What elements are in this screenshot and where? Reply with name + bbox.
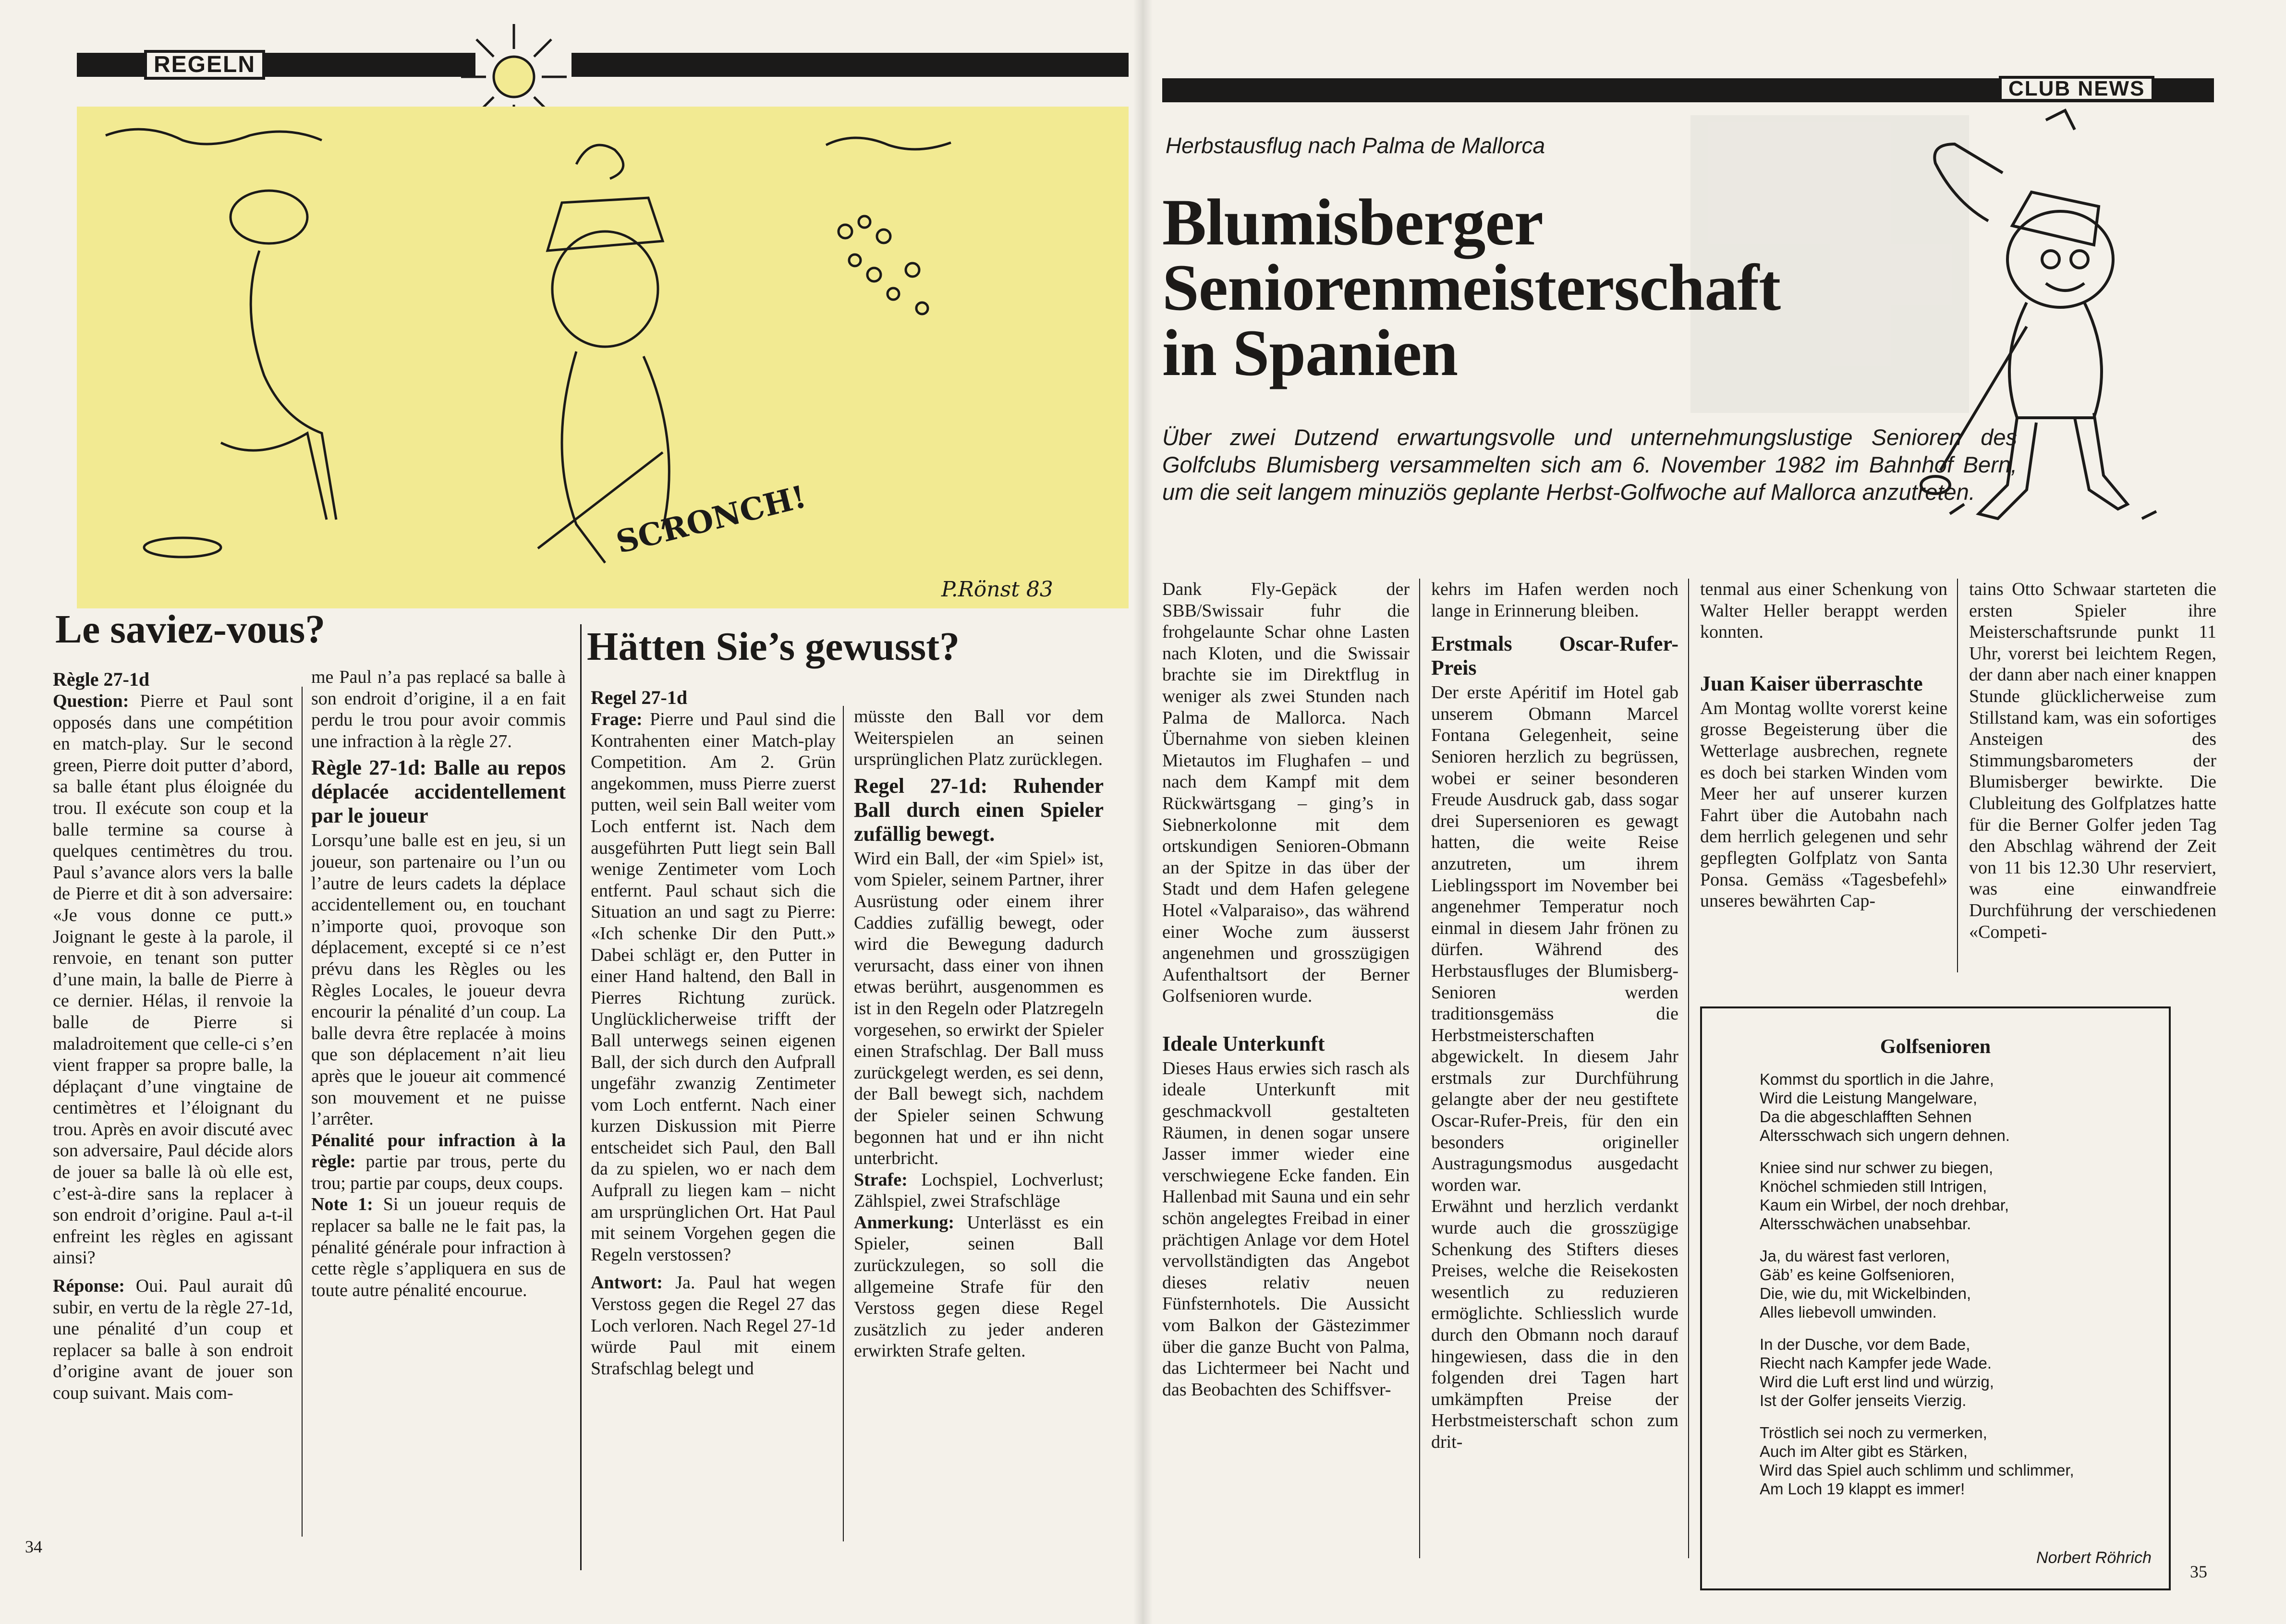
de-column-1: [591, 687, 836, 1379]
poem-stanza: [1760, 1070, 2169, 1145]
column-rule: [1957, 579, 1958, 972]
article-column-2: [1431, 579, 1678, 1453]
poem-line: Die, wie du, mit Wickelbinden,: [1760, 1285, 1971, 1302]
de-note-label: Anmerkung:: [854, 1212, 955, 1233]
de-note-text: Unterlässt es ein Spieler, seinen Ball zurückzulegen, so soll die allgemeine Strafe für den Verstoss gegen diese Regel zusätzlich zu jeder anderen erwirkten Strafe gelten.: [854, 1212, 1104, 1361]
article-column-4: [1969, 579, 2216, 943]
de-rule2-text: Wird ein Ball, der «im Spiel» ist, vom Spieler, seinem Partner, ihrer Ausrüstung oder einem ihrer Caddies zufällig bewegt, oder wird die Bewegung dadurch verursacht, dass einer von ihnen etwas berührt, ausgenommen es ist in den Regeln oder Platzregeln vorgesehen, so erwirkt der Spieler einen Strafschlag. Der Ball muss zurückgelegt werden, es sei denn, der Ball bewegt sich, nachdem der Spieler seinen Schwung begonnen hat und er ihn nicht unterbricht.: [854, 848, 1104, 1169]
heading-juan-kaiser-ueberraschte: Juan Kaiser überraschte: [1700, 671, 1923, 695]
de-cont-text: müsste den Ball vor dem Weiterspielen an seinen ursprünglichen Platz zurücklegen.: [854, 706, 1104, 770]
heading-erstmals-oscar-rufer-preis: Erstmals Oscar-Rufer-Preis: [1431, 632, 1678, 680]
fr-answer-label: Réponse:: [53, 1276, 125, 1297]
poem-line: Wird die Luft erst lind und würzig,: [1760, 1373, 1994, 1391]
poem-author: Norbert Röhrich: [2036, 1549, 2152, 1567]
column-rule: [843, 706, 844, 1541]
de-penalty-text: Lochspiel, Lochverlust; Zählspiel, zwei Strafschläge: [854, 1169, 1104, 1212]
headline-german: Hätten Sie’s gewusst?: [587, 624, 960, 669]
de-question-label: Frage:: [591, 709, 643, 729]
article-lead: Über zwei Dutzend erwartungsvolle und unternehmungslustige Senioren des Golfclubs Blumisberg versammelten sich am 6. November 1982 im Bahnhof Bern, um die seit langem minuziös geplante Herbst-Golfwoche auf Mallorca anzutreten.: [1162, 424, 2017, 505]
col3-paragraph-1: Am Montag wollte vorerst keine grosse Begeisterung über die Wetterlage ausbrechen, regnete es doch bei starken Winden vom Meer her auf unserer kurzen Fahrt über die Autobahn nach dem herrlich gelegenen und sehr gepflegten Golfplatz von Santa Ponsa. Gemäss «Tagesbefehl» unseres bewährten Cap-: [1700, 698, 1947, 911]
poem-line: Alles liebevoll umwinden.: [1760, 1303, 1937, 1321]
fr-note-text: Si un joueur requis de replacer sa balle ne le fait pas, la pénalité générale pour infraction à cette règle s’appliquera en sus de toute autre pénalité encourue.: [311, 1194, 566, 1300]
article-title-line-3: in Spanien: [1162, 316, 1458, 389]
poem-line: Ist der Golfer jenseits Vierzig.: [1760, 1392, 1967, 1409]
de-rule2-title: Regel 27-1d: Ruhender Ball durch einen Spieler zufällig bewegt.: [854, 774, 1104, 846]
cartoon-caption: SCRONCH!: [612, 478, 810, 561]
fr-rule-title: Règle 27-1d: [53, 668, 150, 690]
heading-ideale-unterkunft: Ideale Unterkunft: [1162, 1031, 1325, 1055]
fr-question-text: Pierre et Paul sont opposés dans une compétition en match-play. Sur le second green, Pierre doit putter d’abord, sa balle étant plus éloignée du trou. Il exécute son coup et la balle termine sa course à quelques centimètres du trou. Paul s’avance alors vers la balle de Pierre et dit à son adversaire: «Je vous donne ce putt.» Joignant le geste à la parole, il renvoie, en tenant son putter d’une main, la balle de Pierre à ce dernier. Hélas, il renvoie la balle de Pierre si maladroitement que celle-ci s’en vient frapper sa propre balle, la déplaçant d’une vingtaine de centimètres et l’éloignant du trou. Après en avoir discuté avec son adversaire, Paul décide alors de jouer sa balle là où elle est, c’est-à-dire sans la replacer à son endroit d’origine. Paul a-t-il enfreint les règles en agissant ainsi?: [53, 691, 293, 1268]
article-title: [1162, 185, 1781, 389]
column-rule: [1419, 579, 1420, 1558]
left-header-bar: [77, 53, 475, 77]
fr-question-label: Question:: [53, 691, 129, 711]
col2-paragraph-0: kehrs im Hafen werden noch lange in Erinnerung bleiben.: [1431, 579, 1678, 621]
section-tag-regeln: REGELN: [144, 50, 265, 80]
poem-line: In der Dusche, vor dem Bade,: [1760, 1335, 1970, 1353]
fr-note-label: Note 1:: [311, 1194, 373, 1215]
poem-line: Knöchel schmieden still Intrigen,: [1760, 1177, 1987, 1195]
de-rule-title: Regel 27-1d: [591, 687, 688, 708]
de-column-2: [854, 706, 1104, 1362]
col4-paragraph-0: tains Otto Schwaar starteten die ersten Spieler ihre Meisterschaftsrunde punkt 11 Uhr, vorerst bei leichtem Regen, der dann aber nach einer knappen Stunde glücklicherweise zum Stillstand kam, was ein sofortiges Ansteigen des Stimmungsbarometers der Blumisberger bewirkte. Die Clubleitung des Golfplatzes hatte für die Berner Golfer jeden Tag den Abschlag während der Zeit von 11 bis 12.30 Uhr reserviert, was eine einwandfreie Durchführung der verschiedenen «Competi-: [1969, 579, 2216, 942]
fr-rule2-text: Lorsqu’une balle est en jeu, si un joueur, son partenaire ou l’un ou l’autre de leurs cadets la déplace accidentellement ou, en touchant n’importe quoi, provoque son déplacement, excepté si ce n’est prévu dans les Règles ou les Règles Locales, le joueur devra encourir la pénalité d’un coup. La balle devra être replacée à moins que son déplacement n’ait lieu après que le joueur ait commencé son mouvement et ne puisse l’arrêter.: [311, 830, 566, 1129]
poem-line: Wird das Spiel auch schlimm und schlimmer,: [1760, 1461, 2074, 1479]
poem-line: Auch im Alter gibt es Stärken,: [1760, 1442, 1968, 1460]
page-number-left: 34: [25, 1537, 42, 1556]
column-rule: [302, 687, 303, 1537]
fr-column-1: [53, 668, 293, 1404]
headline-french: Le saviez-vous?: [55, 607, 326, 652]
fr-column-2: [311, 667, 566, 1301]
article-title-line-1: Blumisberger: [1162, 185, 1543, 259]
fr-penalty-text: partie par trous, perte du trou; partie par coups, deux coups.: [311, 1151, 566, 1193]
book-spine: [1133, 0, 1153, 1624]
col2-paragraph-2: Erwähnt und herzlich verdankt wurde auch die grosszügige Schenkung des Stifters dieses Preises, welche die Reisekosten wesentlich zu reduzieren ermöglichte. Schliesslich wurde durch den Obmann noch darauf hingewiesen, dass die in den folgenden drei Tagen hart umkämpften Preise der Herbstmeisterschaft schon zum drit-: [1431, 1196, 1678, 1452]
article-column-1: [1162, 579, 1410, 1400]
fr-penalty-label: Pénalité pour infraction à la règle:: [311, 1130, 566, 1172]
fr-answer-text: Oui. Paul aurait dû subir, en vertu de la règle 27-1d, une pénalité d’un coup et replacer sa balle à son endroit d’origine avant de jouer son coup suivant. Mais com-: [53, 1276, 293, 1403]
de-question-text: Pierre und Paul sind die Kontrahenten einer Match-play Competition. Am 2. Grün angekommen, muss Pierre zuerst putten, weil sein Ball weiter vom Loch entfernt ist. Nach dem ausgeführten Putt liegt sein Ball wenige Zentimeter vom Loch entfernt. Paul schaut sich die Situation an und sagt zu Pierre: «Ich schenke Dir den Putt.» Dabei schlägt er, den Putter in einer Hand haltend, den Ball in Pierres Richtung zurück. Unglücklicherweise trifft der Ball unterwegs seinen eigenen Ball, der sich durch den Aufprall ungefähr zwanzig Zentimeter vom Loch entfernt. Nach einer kurzen Diskussion mit Pierre entscheidet sich Paul, den Ball da zu spielen, wo er nach dem Aufprall zu liegen kam – nicht am ursprünglichen Ort. Hat Paul mit seinem Vorgehen gegen die Regeln verstossen?: [591, 709, 836, 1265]
poem-line: Ja, du wärest fast verloren,: [1760, 1247, 1950, 1265]
page-number-right: 35: [2190, 1562, 2207, 1581]
col3-paragraph-0: tenmal aus einer Schenkung von Walter Heller berappt werden konnten.: [1700, 579, 1947, 642]
left-header-bar-right: [572, 53, 1129, 77]
poem-stanza: [1760, 1247, 2169, 1321]
poem-line: Da die abgeschlafften Sehnen: [1760, 1108, 1972, 1126]
golf-cartoon-illustration: [77, 107, 1129, 608]
poem-box: [1700, 1006, 2171, 1590]
poem-line: Altersschwächen unabsehbar.: [1760, 1215, 1971, 1233]
article-kicker: Herbstausflug nach Palma de Mallorca: [1166, 133, 1545, 158]
poem-stanza: [1760, 1158, 2169, 1233]
de-penalty-label: Strafe:: [854, 1169, 908, 1190]
fr-cont-text: me Paul n’a pas replacé sa balle à son endroit d’origine, il a en fait perdu le trou pour avoir commis une infraction à la règle 27.: [311, 667, 566, 751]
poem-line: Kaum ein Wirbel, der noch drehbar,: [1760, 1196, 2009, 1214]
poem-line: Wird die Leistung Mangelware,: [1760, 1089, 1978, 1107]
poem-line: Tröstlich sei noch zu vermerken,: [1760, 1424, 1987, 1442]
col1-paragraph-1: Dank Fly-Gepäck der SBB/Swissair fuhr die frohgelaunte Schar ohne Lasten nach Kloten, und die Swissair brachte sie im Direktflug in weniger als zwei Stunden nach Palma de Mallorca. Nach Übernahme von sieben kleinen Mietautos im Flughafen – und nach dem Kampf mit dem Rückwärtsgang – ging’s in Siebnerkolonne mit dem ortskundigen Senioren-Obmann an der Spitze in das über der Stadt und dem Hafen gelegene Hotel «Valparaiso», das während einer Woche zum äusserst angenehmen und grosszügigen Aufenthaltsort der Berner Golfsenioren wurde.: [1162, 579, 1410, 1006]
article-column-3: [1700, 579, 1947, 912]
poem-stanza: [1760, 1335, 2169, 1410]
article-title-line-2: Seniorenmeisterschaft: [1162, 251, 1781, 324]
poem-line: Altersschwach sich ungern dehnen.: [1760, 1127, 2010, 1144]
poem-stanza: [1760, 1423, 2169, 1498]
fr-rule2-title: Règle 27-1d: Balle au repos déplacée accidentellement par le joueur: [311, 756, 566, 828]
language-divider: [580, 624, 582, 1570]
de-answer-label: Antwort:: [591, 1273, 663, 1293]
cartoon-signature: P.Rönst 83: [941, 577, 1053, 602]
poem-line: Riecht nach Kampfer jede Wade.: [1760, 1354, 1992, 1372]
poem-line: Gäb’ es keine Golfsenioren,: [1760, 1266, 1955, 1284]
section-tag-club-news: CLUB NEWS: [1999, 76, 2154, 102]
col2-paragraph-1: Der erste Apéritif im Hotel gab unserem Obmann Marcel Fontana Gelegenheit, seine Senioren herzlich zu begrüssen, wobei er seiner besonderen Freude Ausdruck gab, dass sogar drei Supersenioren es gewagt hatten, die weite Reise anzutreten, um ihrem Lieblingssport im November bei angenehmer Temperatur noch einmal in diesem Jahr frönen zu dürfen. Während des Herbstausfluges der Blumisberg-Senioren werden traditionsgemäss die Herbstmeisterschaften abgewickelt. In diesem Jahr erstmals zur Durchführung gelangte aber der neu gestiftete Oscar-Rufer-Preis, für den ein besonders origineller Austragungsmodus ausgedacht worden war.: [1431, 682, 1678, 1195]
column-rule: [1688, 579, 1689, 1558]
poem-title: Golfsenioren: [1880, 1036, 1991, 1058]
de-answer-text: Ja. Paul hat wegen Verstoss gegen die Regel 27 das Loch verloren. Nach Regel 27-1d würde Paul mit einem Strafschlag belegt und: [591, 1273, 836, 1379]
poem-line: Kommst du sportlich in die Jahre,: [1760, 1070, 1994, 1088]
poem-line: Kniee sind nur schwer zu biegen,: [1760, 1159, 1994, 1176]
col1-paragraph-2: Dieses Haus erwies sich rasch als ideale Unterkunft mit geschmackvoll gestalteten Räumen, in denen sogar unsere Jasser immer wieder eine verschwiegene Ecke fanden. Ein Hallenbad mit Sauna und ein sehr schön angelegtes Freibad in einer prächtigen Anlage vor dem Hotel vervollständigten das Angebot dieses relativ neuen Fünfsternhotels. Die Aussicht vom Balkon der Gästezimmer über die ganze Bucht von Palma, das Lichtermeer bei Nacht und das Beobachten des Schiffsver-: [1162, 1058, 1410, 1400]
poem-line: Am Loch 19 klappt es immer!: [1760, 1480, 1965, 1498]
